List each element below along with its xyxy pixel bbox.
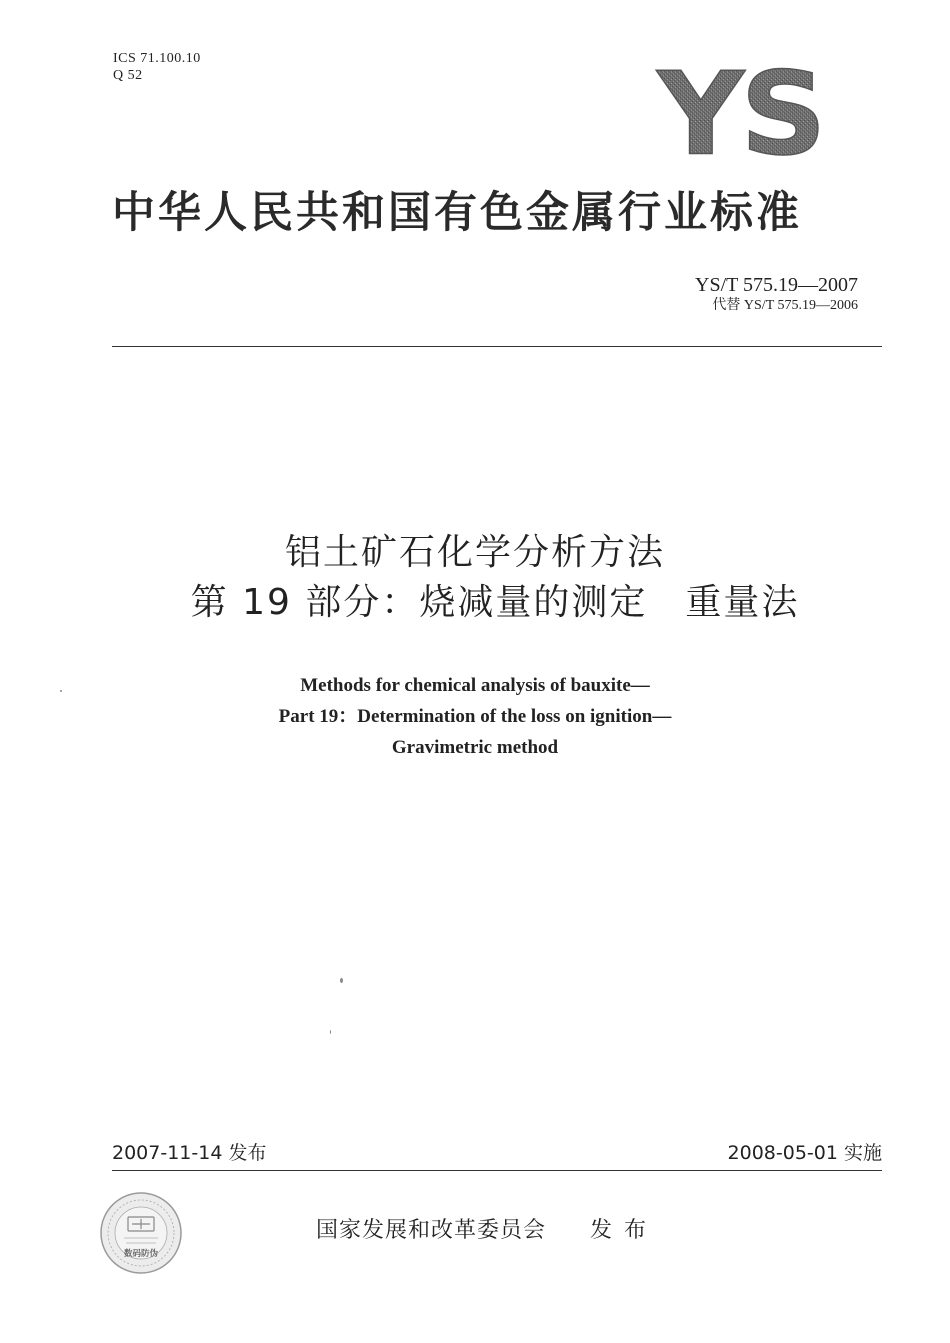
replaces-code: 代替 YS/T 575.19—2006 [712, 298, 858, 313]
ics-code: ICS 71.100.10 [113, 51, 201, 66]
ccs-code: Q 52 [113, 68, 143, 83]
footer-divider [112, 1170, 882, 1171]
issue-action: 发布 [590, 1218, 659, 1243]
scan-speck [60, 690, 62, 692]
english-title-line2: Part 19：Determination of the loss on ignition— [278, 706, 672, 727]
chinese-title-line2: 第 19 部分：烧减量的测定 重量法 [190, 582, 800, 623]
anti-counterfeit-seal [98, 1190, 184, 1276]
scan-speck [330, 1030, 331, 1034]
chinese-title-line1: 铝土矿石化学分析方法 [284, 532, 665, 573]
implementation-date: 2008-05-01 实施 [727, 1142, 882, 1164]
issue-date: 2007-11-14 发布 [112, 1142, 267, 1164]
standard-number-block [695, 273, 858, 315]
standard-code: YS/T 575.19—2007 [695, 274, 858, 296]
agency-title: 中华人民共和国有色金属行业标准 [112, 188, 802, 238]
issuing-authority [316, 1216, 658, 1246]
english-title [0, 670, 950, 763]
scan-speck [340, 978, 343, 983]
ys-logo [645, 64, 835, 160]
english-title-line3: Gravimetric method [391, 737, 559, 758]
seal-text: 数码防伪 [123, 1249, 159, 1259]
ys-logo-text: YS [657, 64, 823, 160]
classification-codes [113, 50, 201, 84]
header-divider [112, 346, 882, 347]
issuing-body: 国家发展和改革委员会 [316, 1218, 547, 1243]
chinese-title [0, 528, 950, 628]
date-row [112, 1140, 882, 1166]
english-title-line1: Methods for chemical analysis of bauxite— [300, 675, 650, 696]
